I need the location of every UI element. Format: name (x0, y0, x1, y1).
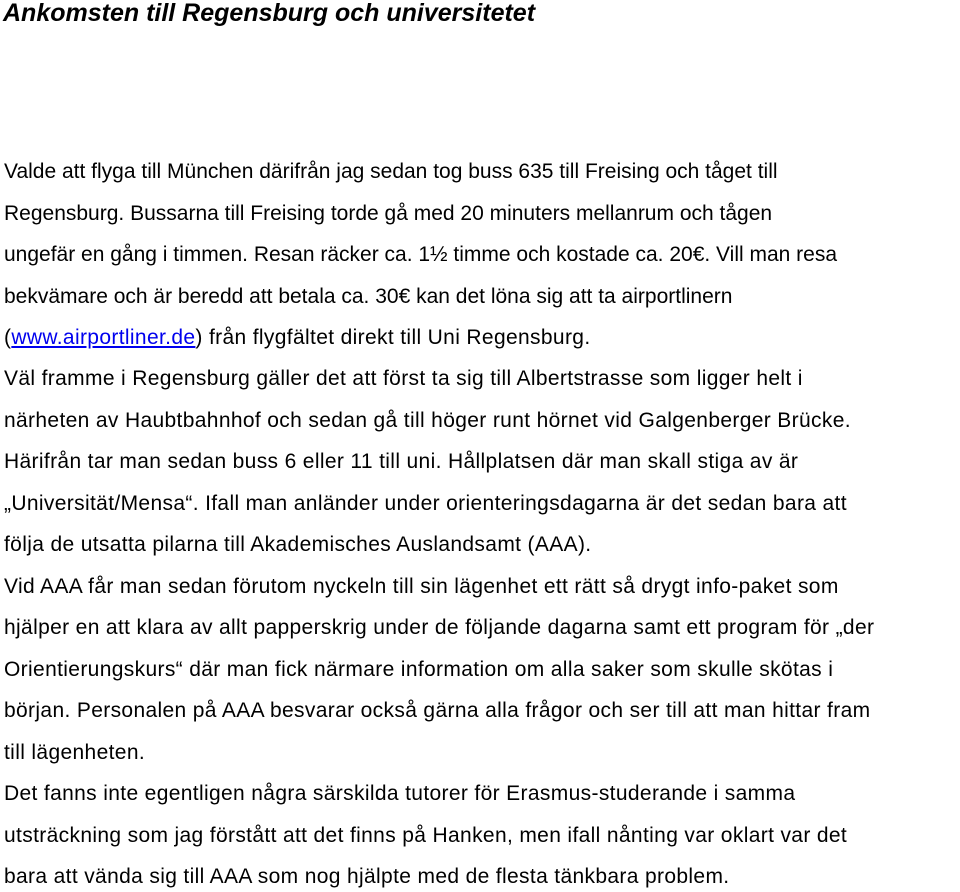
text-line-11: Vid AAA får man sedan förutom nyckeln till sin lägenhet ett rätt så drygt info-paket som (4, 575, 839, 598)
text-line-3: ungefär en gång i timmen. Resan räcker ca. 1½ timme och kostade ca. 20€. Vill man resa (4, 243, 838, 266)
text-line-2: Regensburg. Bussarna till Freising torde gå med 20 minuters mellanrum och tågen (4, 202, 773, 225)
text-line-12: hjälper en att klara av allt papperskrig under de följande dagarna samt ett program för „der (4, 616, 875, 639)
document-title: Ankomsten till Regensburg och universitetet (3, 0, 536, 27)
text-line-13: Orientierungskurs“ där man fick närmare information om alla saker som skulle skötas i (4, 658, 834, 681)
text-line-14: början. Personalen på AAA besvarar också gärna alla frågor och ser till att man hittar fram (4, 699, 871, 722)
text-line-link (4, 323, 591, 353)
text-line-17: utsträckning som jag förstått att det finns på Hanken, men ifall nånting var oklart var det (4, 824, 848, 847)
text-line-1: Valde att flyga till München därifrån jag sedan tog buss 635 till Freising och tåget till (4, 160, 778, 183)
link-open-paren: ( (4, 326, 12, 349)
text-line-10: följa de utsatta pilarna till Akademisches Auslandsamt (AAA). (4, 533, 592, 556)
text-line-7: närheten av Haubtbahnhof och sedan gå till höger runt hörnet vid Galgenberger Brücke. (4, 409, 851, 432)
text-line-15: till lägenheten. (4, 741, 146, 764)
text-line-9: „Universität/Mensa“. Ifall man anländer under orienteringsdagarna är det sedan bara att (4, 492, 847, 515)
airportliner-link[interactable]: www.airportliner.de (11, 326, 196, 349)
text-line-6: Väl framme i Regensburg gäller det att först ta sig till Albertstrasse som ligger helt i (4, 367, 803, 390)
text-line-4: bekvämare och är beredd att betala ca. 30€ kan det löna sig att ta airportlinern (4, 285, 733, 308)
text-line-18: bara att vända sig till AAA som nog hjälpte med de flesta tänkbara problem. (4, 865, 730, 888)
link-line-rest: ) från flygfältet direkt till Uni Regensburg. (195, 326, 591, 349)
text-line-8: Härifrån tar man sedan buss 6 eller 11 till uni. Hållplatsen där man skall stiga av är (4, 450, 799, 473)
text-line-16: Det fanns inte egentligen några särskilda tutorer för Erasmus-studerande i samma (4, 782, 796, 805)
